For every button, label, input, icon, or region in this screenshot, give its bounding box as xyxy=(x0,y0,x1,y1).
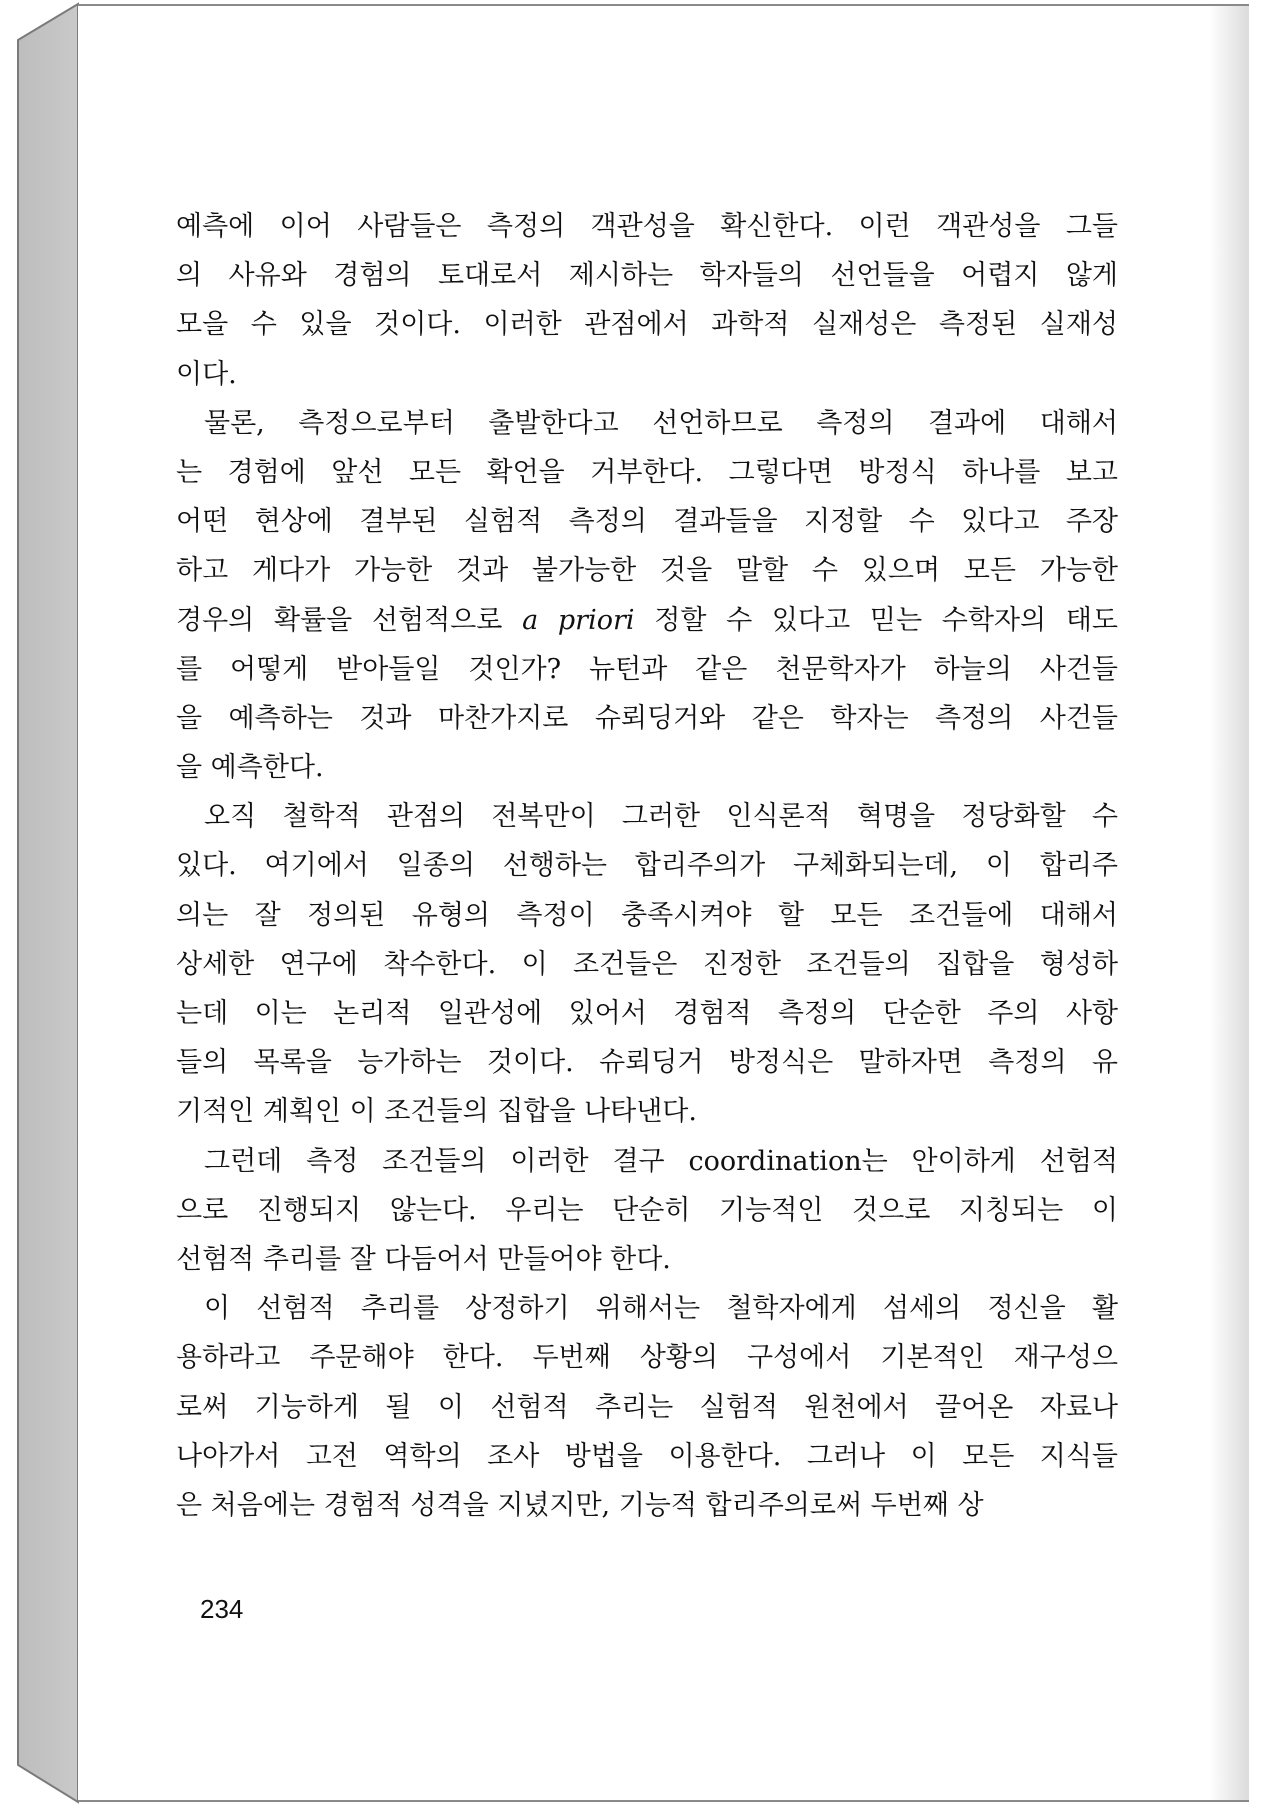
text-line: 들의 목록을 능가하는 것이다. 슈뢰딩거 방정식은 말하자면 측정의 유 xyxy=(176,1047,1118,1079)
text-line: 의 사유와 경험의 토대로서 제시하는 학자들의 선언들을 어렵지 않게 xyxy=(176,260,1118,292)
text-line: 있다. 여기에서 일종의 선행하는 합리주의가 구체화되는데, 이 합리주 xyxy=(176,850,1118,882)
latin-term: a priori xyxy=(522,604,635,636)
text-line: 기적인 계획인 이 조건들의 집합을 나타낸다. xyxy=(176,1096,697,1128)
text-line: 을 예측하는 것과 마찬가지로 슈뢰딩거와 같은 학자는 측정의 사건들 xyxy=(176,702,1118,734)
text-line: 을 예측한다. xyxy=(176,752,324,784)
text-line: 어떤 현상에 결부된 실험적 측정의 결과들을 지정할 수 있다고 주장 xyxy=(176,506,1118,538)
paragraph xyxy=(176,399,1118,793)
text-line: 경우의 확률을 선험적으로 a priori 정할 수 있다고 믿는 수학자의 태도 xyxy=(176,604,1118,636)
page-edge-shadow xyxy=(1209,6,1249,1800)
text-line: 나아가서 고전 역학의 조사 방법을 이용한다. 그러나 이 모든 지식들 xyxy=(176,1440,1118,1472)
text-line: 물론, 측정으로부터 출발한다고 선언하므로 측정의 결과에 대해서 xyxy=(204,407,1118,439)
text-line: 상세한 연구에 착수한다. 이 조건들은 진정한 조건들의 집합을 형성하 xyxy=(176,948,1118,980)
text-line: 용하라고 주문해야 한다. 두번째 상황의 구성에서 기본적인 재구성으 xyxy=(176,1342,1118,1374)
text-line: 를 어떻게 받아들일 것인가? 뉴턴과 같은 천문학자가 하늘의 사건들 xyxy=(176,653,1118,685)
text-line: 이다. xyxy=(176,358,237,390)
text-line: 하고 게다가 가능한 것과 불가능한 것을 말할 수 있으며 모든 가능한 xyxy=(176,555,1118,587)
text-line: 로써 기능하게 될 이 선험적 추리는 실험적 원천에서 끌어온 자료나 xyxy=(176,1391,1118,1423)
paragraph xyxy=(176,1284,1118,1530)
text-line: 모을 수 있을 것이다. 이러한 관점에서 과학적 실재성은 측정된 실재성 xyxy=(176,309,1118,341)
text-line: 오직 철학적 관점의 전복만이 그러한 인식론적 혁명을 정당화할 수 xyxy=(204,801,1118,833)
text-line: 이 선험적 추리를 상정하기 위해서는 철학자에게 섬세의 정신을 활 xyxy=(204,1293,1118,1325)
page-number: 234 xyxy=(200,1594,244,1624)
text-line: 은 처음에는 경험적 성격을 지녔지만, 기능적 합리주의로써 두번째 상 xyxy=(176,1489,984,1521)
text-line: 예측에 이어 사람들은 측정의 객관성을 확신한다. 이런 객관성을 그들 xyxy=(176,211,1118,242)
text-line: 는데 이는 논리적 일관성에 있어서 경험적 측정의 단순한 주의 사항 xyxy=(176,998,1118,1029)
page-body-text xyxy=(176,202,1118,1530)
text-line: 는 경험에 앞선 모든 확언을 거부한다. 그렇다면 방정식 하나를 보고 xyxy=(176,456,1118,488)
text-line: 그런데 측정 조건들의 이러한 결구 coordination는 안이하게 선험적 xyxy=(204,1145,1118,1177)
text-line: 의는 잘 정의된 유형의 측정이 충족시켜야 할 모든 조건들에 대해서 xyxy=(176,899,1118,931)
text-line: 선험적 추리를 잘 다듬어서 만들어야 한다. xyxy=(176,1243,671,1275)
paragraph xyxy=(176,1137,1118,1285)
text-line: 으로 진행되지 않는다. 우리는 단순히 기능적인 것으로 지칭되는 이 xyxy=(176,1194,1118,1226)
paragraph xyxy=(176,202,1118,399)
paragraph xyxy=(176,792,1118,1136)
